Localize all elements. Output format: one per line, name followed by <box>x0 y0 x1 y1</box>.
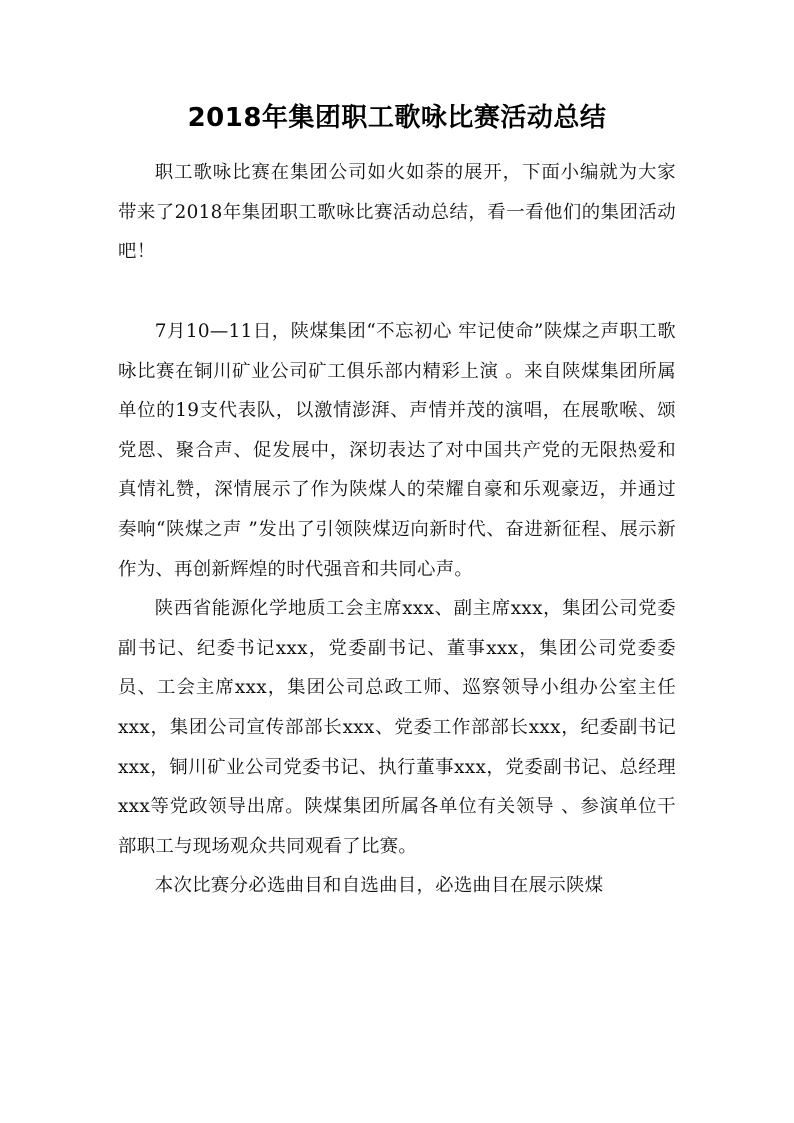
intro-block <box>118 153 676 272</box>
intro-paragraph: 职工歌咏比赛在集团公司如火如荼的展开，下面小编就为大家带来了2018年集团职工歌咏比赛活动总结，看一看他们的集团活动吧！ <box>118 162 676 263</box>
body-block <box>118 312 676 906</box>
body-paragraph-2: 陕西省能源化学地质工会主席xxx、副主席xxx，集团公司党委副书记、纪委书记xxx，党委副书记、董事xxx，集团公司党委委员、工会主席xxx，集团公司总政工师、巡察领导小组办公室主任xxx，集团公司宣传部部长xxx、党委工作部部长xxx，纪委副书记xxx，铜川矿业公司党委书记、执行董事xxx，党委副书记、总经理xxx等党政领导出席。陕煤集团所属各单位有关领导 、参演单位干部职工与现场观众共同观看了比赛。 <box>118 598 676 857</box>
body-paragraph-3: 本次比赛分必选曲目和自选曲目，必选曲目在展示陕煤 <box>154 875 604 897</box>
document-title: 2018年集团职工歌咏比赛活动总结 <box>187 103 607 133</box>
body-paragraph-1: 7月10—11日，陕煤集团“不忘初心 牢记使命”陕煤之声职工歌咏比赛在铜川矿业公司矿工俱乐部内精彩上演 。来自陕煤集团所属单位的19支代表队，以激情澎湃、声情并茂的演唱，在展歌喉、颂党恩、聚合声、促发展中，深切表达了对中国共产党的无限热爱和真情礼赞，深情展示了作为陕煤人的荣耀自豪和乐观豪迈，并通过奏响“陕煤之声 ”发出了引领陕煤迈向新时代、奋进新征程、展示新作为、再创新辉煌的时代强音和共同心声。 <box>118 321 676 580</box>
